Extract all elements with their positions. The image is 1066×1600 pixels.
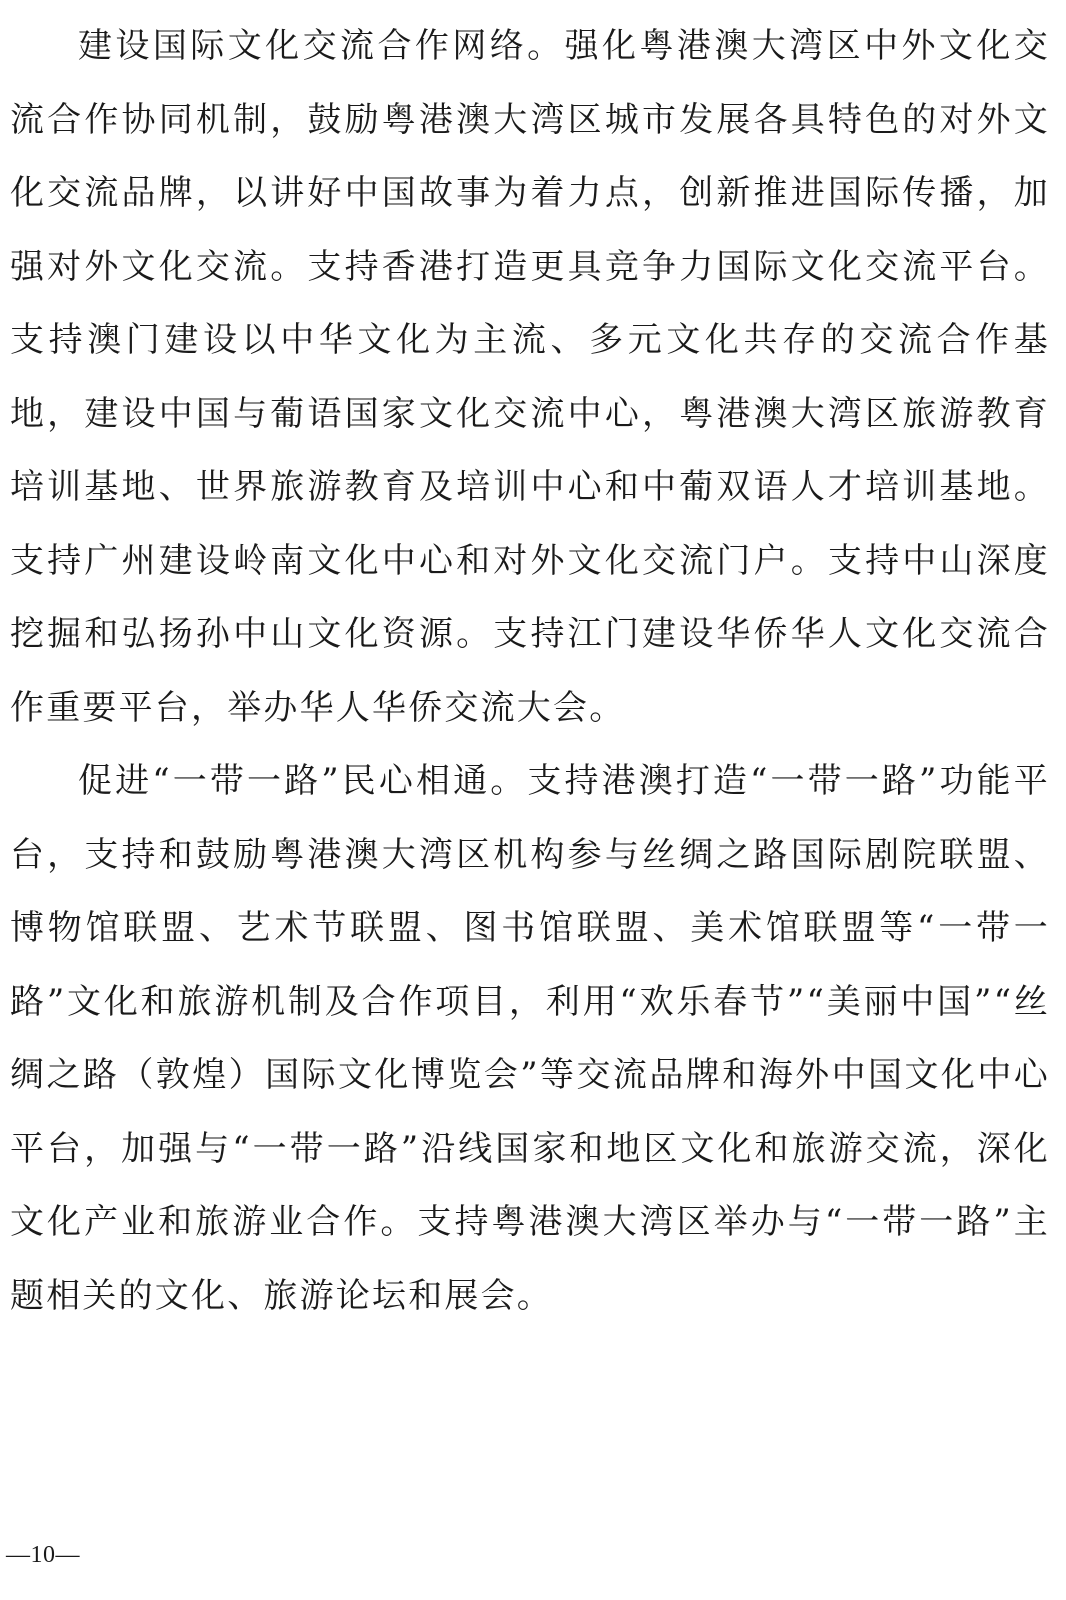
page-number: —10—: [6, 1542, 80, 1568]
paragraph-international-exchange: 建设国际文化交流合作网络。强化粤港澳大湾区中外文化交流合作协同机制，鼓励粤港澳大湾区城市发展各具特色的对外文化交流品牌，以讲好中国故事为着力点，创新推进国际传播，加强对外文化交流。支持香港打造更具竞争力国际文化交流平台。支持澳门建设以中华文化为主流、多元文化共存的交流合作基地，建设中国与葡语国家文化交流中心，粤港澳大湾区旅游教育培训基地、世界旅游教育及培训中心和中葡双语人才培训基地。支持广州建设岭南文化中心和对外文化交流门户。支持中山深度挖掘和弘扬孙中山文化资源。支持江门建设华侨华人文化交流合作重要平台，举办华人华侨交流大会。: [10, 26, 1050, 728]
paragraph-belt-and-road: 促进“一带一路”民心相通。支持港澳打造“一带一路”功能平台，支持和鼓励粤港澳大湾区机构参与丝绸之路国际剧院联盟、博物馆联盟、艺术节联盟、图书馆联盟、美术馆联盟等“一带一路”文化和旅游机制及合作项目，利用“欢乐春节”“美丽中国”“丝绸之路（敦煌）国际文化博览会”等交流品牌和海外中国文化中心平台，加强与“一带一路”沿线国家和地区文化和旅游交流，深化文化产业和旅游业合作。支持粤港澳大湾区举办与“一带一路”主题相关的文化、旅游论坛和展会。: [10, 761, 1050, 1316]
body-text: [10, 10, 1050, 1333]
